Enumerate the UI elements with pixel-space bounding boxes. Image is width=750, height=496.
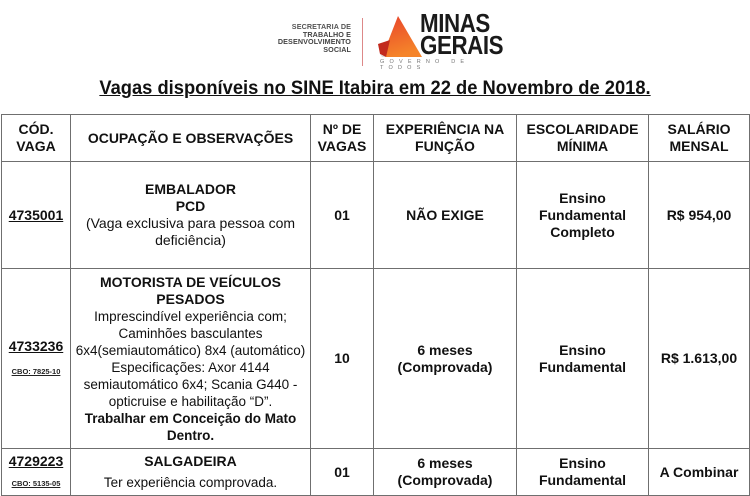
table-row <box>2 449 750 496</box>
cell-text-line: EXPERIÊNCIA NA <box>385 121 505 137</box>
observation-bold-line: Trabalhar em Conceição do Mato <box>84 410 297 426</box>
cell-text-line: MENSAL <box>669 138 729 154</box>
observation-line: Imprescindível experiência com; <box>94 308 287 324</box>
cell-text-line: SALÁRIO <box>667 121 731 137</box>
job-code-link[interactable]: 4729223 <box>8 452 64 469</box>
job-code-link[interactable]: 4735001 <box>8 206 64 223</box>
observation-line: 6x4(semiautomático) 8x4 (automático) <box>75 342 306 358</box>
cell-text-line: CÓD. <box>18 121 54 137</box>
experience-cell <box>374 162 517 269</box>
secretaria-name <box>268 23 351 53</box>
salary-cell: A Combinar <box>649 449 750 496</box>
cell-text-line: (Comprovada) <box>397 358 493 375</box>
occupation-title: EMBALADOR <box>145 181 236 197</box>
cell-text-line: Fundamental <box>538 472 627 488</box>
experience-cell <box>374 269 517 449</box>
cell-text-line: Fundamental <box>538 358 627 375</box>
salary-cell: R$ 954,00 <box>649 162 750 269</box>
cell-text-line: OCUPAÇÃO E OBSERVAÇÕES <box>87 129 294 146</box>
cell-text-line: 6 meses <box>417 455 473 471</box>
header-logo <box>268 10 508 70</box>
column-header-salary <box>649 115 750 162</box>
observation-bold-line: Dentro. <box>166 427 215 443</box>
education-cell <box>517 449 649 496</box>
minas-gerais-triangle-icon <box>376 16 426 58</box>
cell-text-line: Ensino <box>559 341 606 358</box>
cell-text-line: Fundamental <box>538 206 627 223</box>
logo-wordmark <box>420 8 504 60</box>
job-code-link[interactable]: 4733236 <box>8 337 64 354</box>
vacancies-cell: 10 <box>311 269 374 449</box>
logo-line-1: MINAS <box>420 8 490 38</box>
observation-line: (Vaga exclusiva para pessoa com <box>85 215 296 231</box>
vacancies-table <box>1 114 750 496</box>
cell-text-line: 6 meses <box>417 341 473 358</box>
salary-cell: R$ 1.613,00 <box>649 269 750 449</box>
observation-line: opticruise e habilitação “D”. <box>108 393 273 409</box>
occupation-cell <box>71 162 311 269</box>
job-code-cell <box>2 269 71 449</box>
occupation-cell <box>71 449 311 496</box>
logo-divider <box>362 18 363 66</box>
job-code-cell <box>2 162 71 269</box>
cell-text-line: VAGA <box>16 138 56 154</box>
logo-line-2: GERAIS <box>420 30 504 60</box>
cell-text-line: VAGAS <box>317 138 367 154</box>
job-code-cell <box>2 449 71 496</box>
secretaria-line: SOCIAL <box>323 44 351 54</box>
observation-line: Especificações: Axor 4144 <box>111 359 270 375</box>
observation-line: Ter experiência comprovada. <box>103 475 278 490</box>
occupation-cell <box>71 269 311 449</box>
occupation-title: PESADOS <box>156 290 225 307</box>
cell-text-line: Ensino <box>559 455 606 471</box>
table-row <box>2 162 750 269</box>
cell-text-line: ESCOLARIDADE <box>526 121 639 137</box>
cbo-code: CBO: 5135-05 <box>11 478 61 488</box>
cell-text-line: (Comprovada) <box>397 472 493 488</box>
occupation-title: SALGADEIRA <box>144 453 237 469</box>
observation-line: deficiência) <box>155 232 226 248</box>
cell-text-line: NÃO EXIGE <box>406 206 484 223</box>
occupation-title: PCD <box>175 198 206 214</box>
vacancies-cell: 01 <box>311 162 374 269</box>
cbo-code: CBO: 7825-10 <box>11 366 61 376</box>
secretaria-line: DESENVOLVIMENTO <box>277 37 351 47</box>
secretaria-line: SECRETARIA DE <box>291 22 351 31</box>
column-header-education <box>517 115 649 162</box>
page-title: Vagas disponíveis no SINE Itabira em 22 de Novembro de 2018. <box>99 78 651 99</box>
cell-text-line: Completo <box>550 223 615 240</box>
observation-line: Caminhões basculantes <box>118 325 263 341</box>
occupation-title: MOTORISTA DE VEÍCULOS <box>100 273 281 290</box>
experience-cell <box>374 449 517 496</box>
table-header-row <box>2 115 750 162</box>
education-cell <box>517 269 649 449</box>
cell-text-line: Nº DE <box>322 121 362 137</box>
column-header-code <box>2 115 71 162</box>
cell-text-line: FUNÇÃO <box>415 138 475 154</box>
vacancies-cell: 01 <box>311 449 374 496</box>
column-header-occupation <box>71 115 311 162</box>
cell-text-line: Ensino <box>559 189 606 206</box>
column-header-vacancies <box>311 115 374 162</box>
cell-text-line: MÍNIMA <box>556 138 609 154</box>
table-row <box>2 269 750 449</box>
logo-tagline: GOVERNO DE TODOS <box>380 59 470 71</box>
education-cell <box>517 162 649 269</box>
column-header-experience <box>374 115 517 162</box>
observation-line: semiautomático 6x4; Scania G440 - <box>83 376 298 392</box>
secretaria-line: TRABALHO E <box>302 29 351 39</box>
